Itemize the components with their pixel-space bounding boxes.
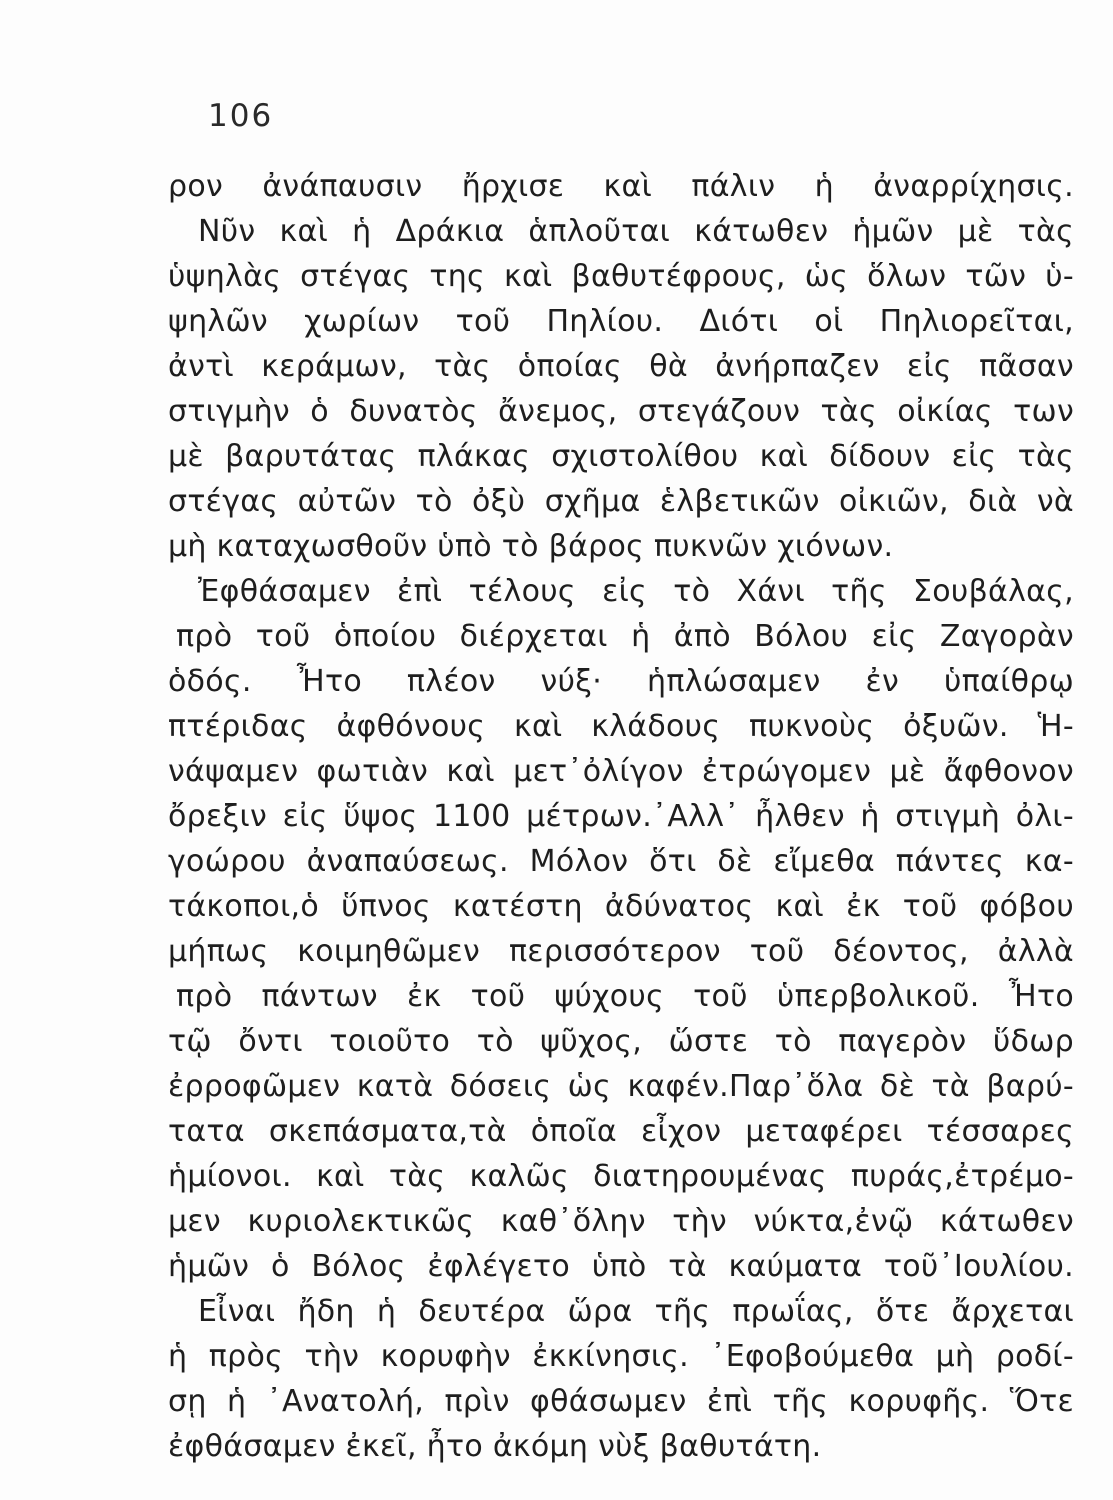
text-line: πρὸ τοῦ ὁποίου διέρχεται ἡ ἀπὸ Βόλου εἰς Ζαγορὰν: [176, 619, 1074, 654]
text-line: τάκοποι,ὁ ὕπνος κατέστη ἀδύνατος καὶ ἐκ τοῦ φόβου: [168, 889, 1074, 924]
page-number: 106: [208, 98, 274, 134]
text-line: μὴ καταχωσθοῦν ὑπὸ τὸ βάρος πυκνῶν χιόνων.: [168, 529, 894, 564]
text-line: ἐφθάσαμεν ἐκεῖ, ἦτο ἀκόμη νὺξ βαθυτάτη.: [168, 1429, 822, 1464]
text-line: τατα σκεπάσματα,τὰ ὁποῖα εἶχον μεταφέρει τέσσαρες: [168, 1114, 1074, 1149]
text-line: ρον ἀνάπαυσιν ἤρχισε καὶ πάλιν ἡ ἀναρρίχησις.: [168, 169, 1074, 204]
text-line: Ἐφθάσαμεν ἐπὶ τέλους εἰς τὸ Χάνι τῆς Σουβάλας,: [198, 574, 1074, 609]
text-line: μεν κυριολεκτικῶς καθ᾽ὅλην τὴν νύκτα,ἐνῷ κάτωθεν: [168, 1204, 1074, 1239]
text-line: ὑψηλὰς στέγας της καὶ βαθυτέφρους, ὡς ὅλων τῶν ὑ-: [168, 259, 1074, 294]
text-line: τῷ ὄντι τοιοῦτο τὸ ψῦχος, ὥστε τὸ παγερὸν ὕδωρ: [168, 1024, 1074, 1059]
text-line: ἐρροφῶμεν κατὰ δόσεις ὡς καφέν.Παρ᾽ὅλα δὲ τὰ βαρύ-: [168, 1069, 1074, 1104]
text-line: Νῦν καὶ ἡ Δράκια ἁπλοῦται κάτωθεν ἡμῶν μὲ τὰς: [198, 214, 1074, 249]
text-line: γοώρου ἀναπαύσεως. Μόλον ὅτι δὲ εἴμεθα πάντες κα-: [168, 844, 1074, 879]
body-text: [168, 164, 1074, 1469]
text-line: σῃ ἡ ᾽Ανατολή, πρὶν φθάσωμεν ἐπὶ τῆς κορυφῆς. Ὅτε: [168, 1384, 1074, 1419]
text-line: πτέριδας ἀφθόνους καὶ κλάδους πυκνοὺς ὀξυῶν. Ἡ-: [168, 709, 1074, 744]
text-line: ἀντὶ κεράμων, τὰς ὁποίας θὰ ἀνήρπαζεν εἰς πᾶσαν: [168, 349, 1074, 384]
text-line: στέγας αὐτῶν τὸ ὀξὺ σχῆμα ἑλβετικῶν οἰκιῶν, διὰ νὰ: [168, 484, 1074, 519]
text-line: ἡμῶν ὁ Βόλος ἐφλέγετο ὑπὸ τὰ καύματα τοῦ᾽Ιουλίου.: [168, 1249, 1074, 1284]
text-line: ἡ πρὸς τὴν κορυφὴν ἐκκίνησις. ᾽Εφοβούμεθα μὴ ροδί-: [168, 1339, 1074, 1374]
text-line: στιγμὴν ὁ δυνατὸς ἄνεμος, στεγάζουν τὰς οἰκίας των: [168, 394, 1074, 429]
text-line: ὁδός. Ἦτο πλέον νύξ· ἡπλώσαμεν ἐν ὑπαίθρῳ: [168, 664, 1074, 699]
text-line: ψηλῶν χωρίων τοῦ Πηλίου. Διότι οἱ Πηλιορεῖται,: [168, 304, 1074, 339]
text-line: νάψαμεν φωτιὰν καὶ μετ᾽ὀλίγον ἐτρώγομεν μὲ ἄφθονον: [168, 754, 1074, 789]
text-line: ἡμίονοι. καὶ τὰς καλῶς διατηρουμένας πυράς,ἐτρέμο-: [168, 1159, 1074, 1194]
text-line: μὲ βαρυτάτας πλάκας σχιστολίθου καὶ δίδουν εἰς τὰς: [168, 439, 1074, 474]
text-line: Εἶναι ἤδη ἡ δευτέρα ὥρα τῆς πρωΐας, ὅτε ἄρχεται: [198, 1294, 1074, 1329]
text-line: πρὸ πάντων ἐκ τοῦ ψύχους τοῦ ὑπερβολικοῦ. Ἦτο: [176, 979, 1074, 1014]
text-line: μήπως κοιμηθῶμεν περισσότερον τοῦ δέοντος, ἀλλὰ: [168, 934, 1074, 969]
text-line: ὄρεξιν εἰς ὕψος 1100 μέτρων.᾽Αλλ᾽ ἦλθεν ἡ στιγμὴ ὀλι-: [168, 799, 1074, 834]
